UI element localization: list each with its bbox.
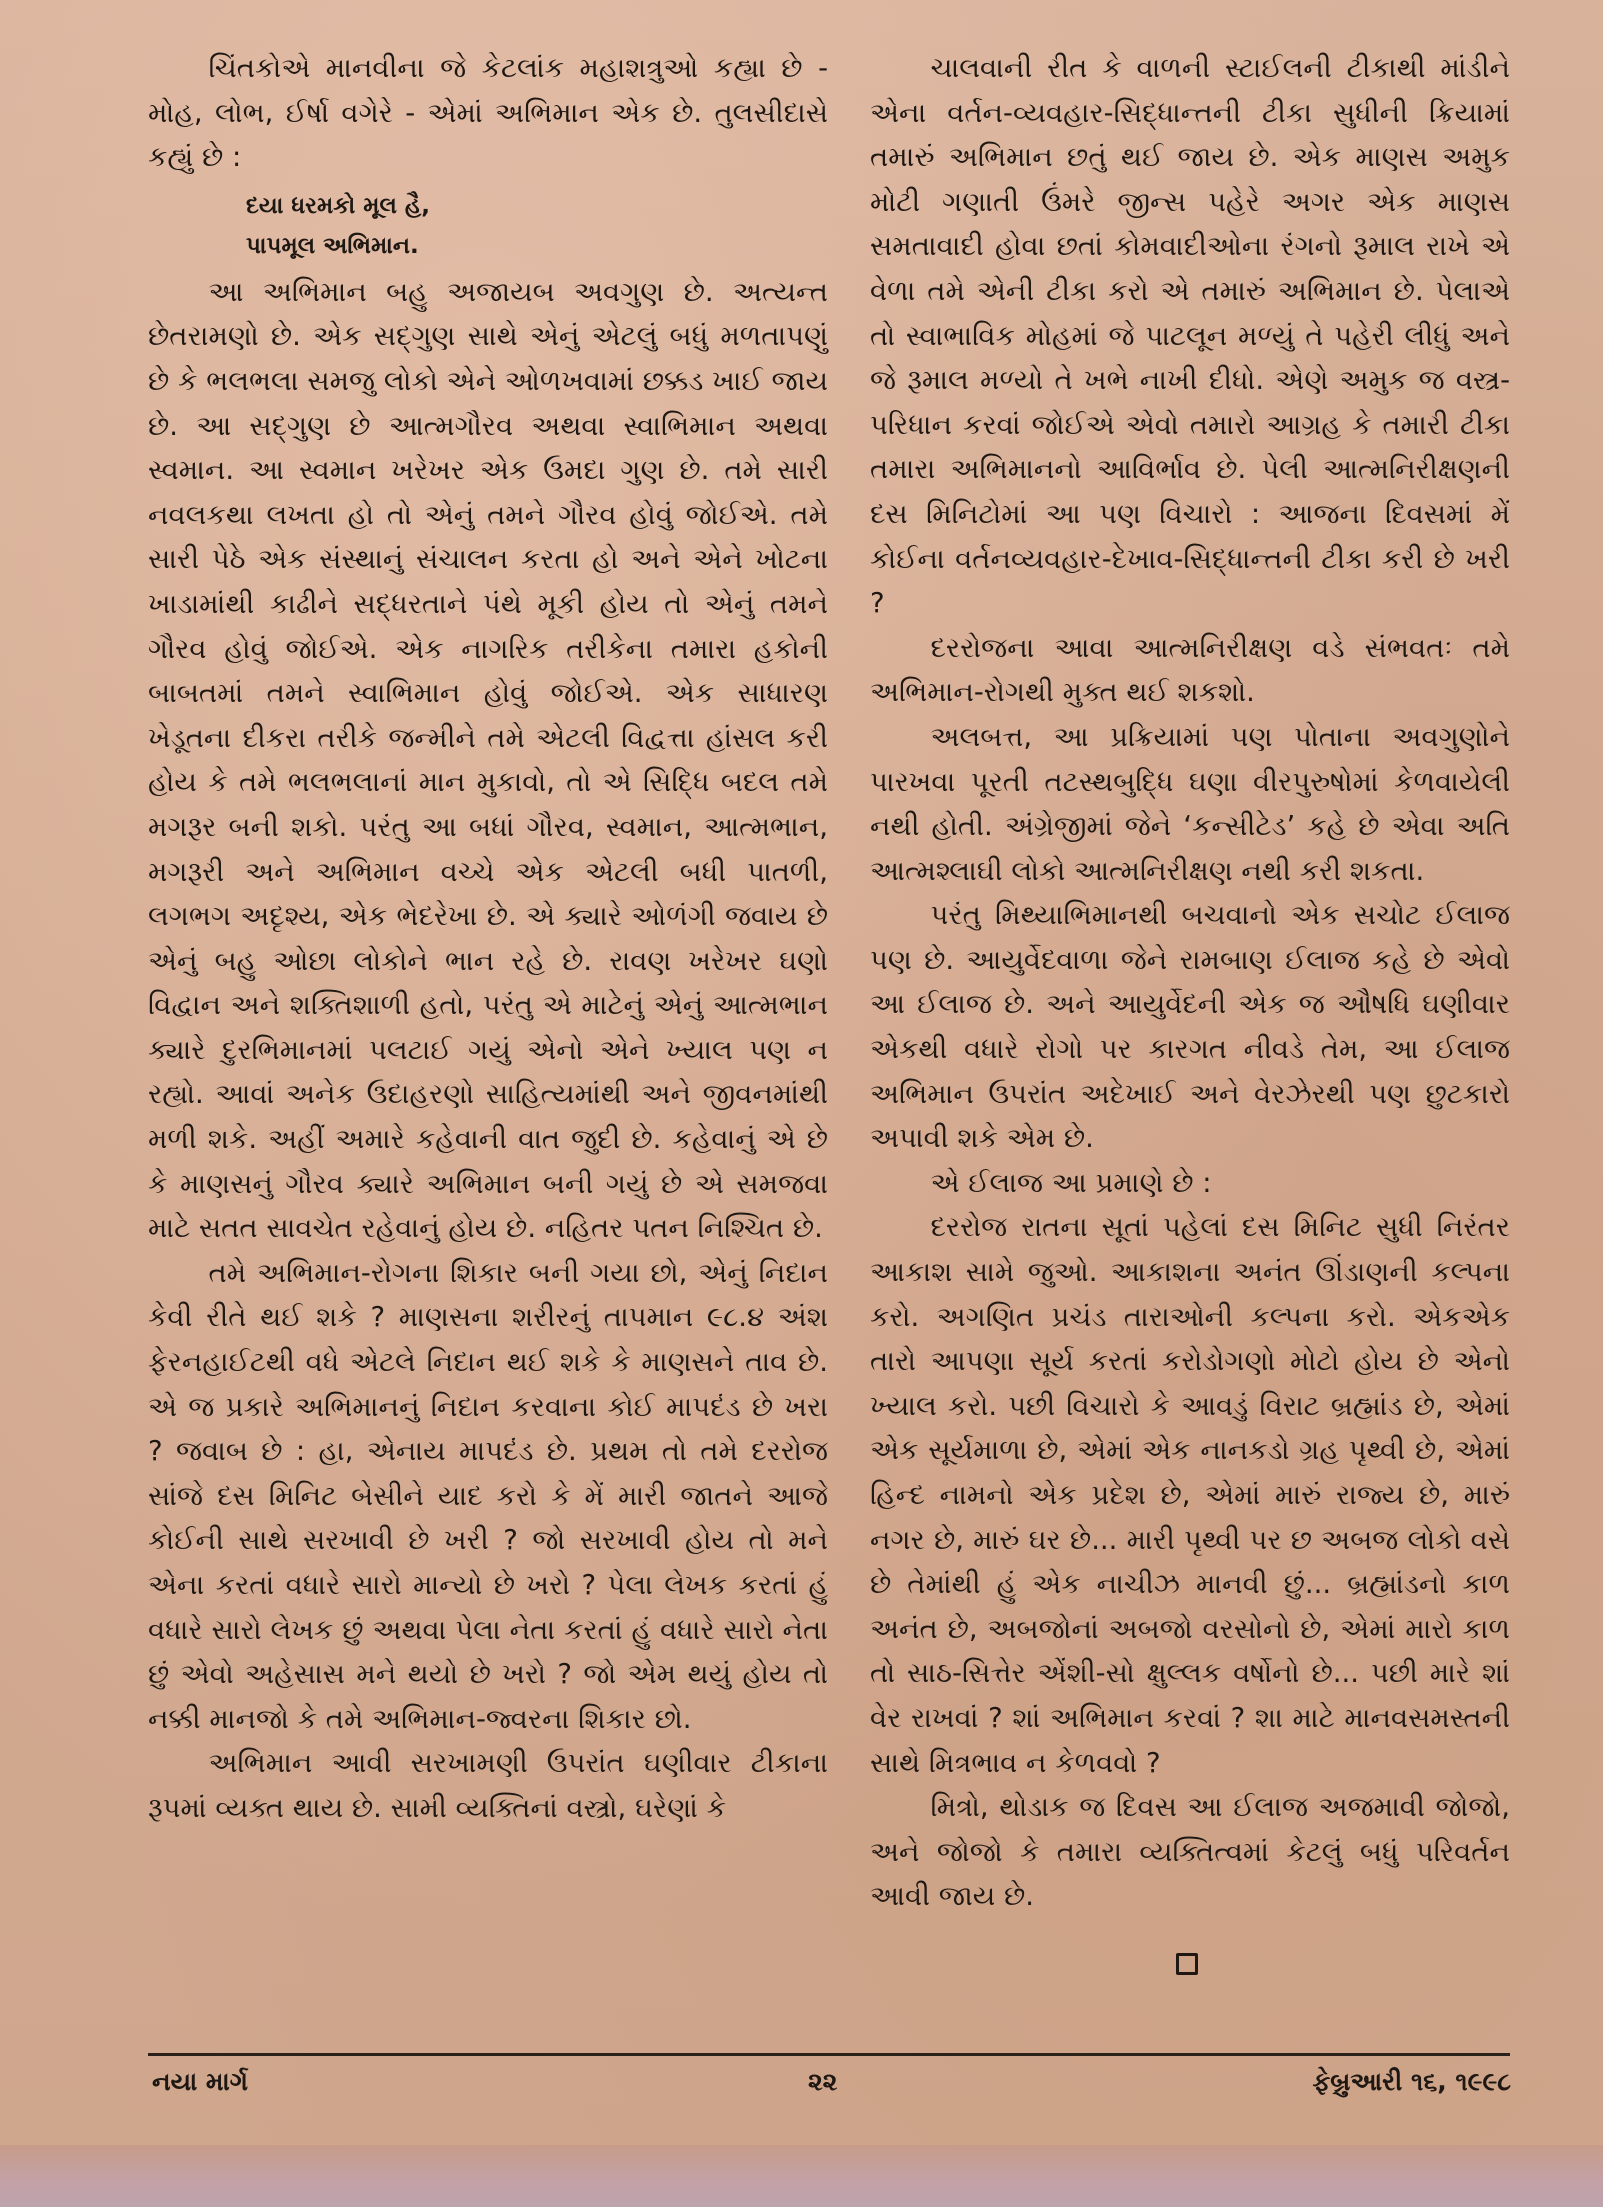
verse-line: દયા ધરમકો મૂલ હૈ, bbox=[246, 192, 430, 219]
paragraph: પરંતુ મિથ્યાભિમાનથી બચવાનો એક સચોટ ઈલાજ પણ છે. આયુર્વેદવાળા જેને રામબાણ ઈલાજ કહે છે એવો આ ઈલાજ છે. અને આયુર્વેદની એક જ ઔષધિ ઘણીવાર એકથી વધારે રોગો પર કારગત નીવડે તેમ, આ ઈલાજ અભિમાન ઉપરાંત અદેખાઈ અને વેરઝેરથી પણ છુટકારો અપાવી શકે એમ છે. bbox=[870, 899, 1510, 1155]
footer-date: ફેબ્રુઆરી ૧૬, ૧૯૯૮ bbox=[1312, 2067, 1511, 2096]
paragraph: ચાલવાની રીત કે વાળની સ્ટાઈલની ટીકાથી માંડીને એના વર્તન-વ્યવહાર-સિદ્ધાન્તની ટીકા સુધીની ક્રિયામાં તમારું અભિમાન છતું થઈ જાય છે. એક માણસ અમુક મોટી ગણાતી ઉંમરે જીન્સ પહેરે અગર એક માણસ સમતાવાદી હોવા છતાં કોમવાદીઓના રંગનો રૂમાલ રાખે એ વેળા તમે એની ટીકા કરો એ તમારું અભિમાન છે. પેલાએ તો સ્વાભાવિક મોહમાં જે પાટલૂન મળ્યું તે પહેરી લીધું અને જે રૂમાલ મળ્યો તે ખભે નાખી દીધો. એણે અમુક જ વસ્ત્ર-પરિધાન કરવાં જોઈએ એવો તમારો આગ્રહ કે તમારી ટીકા તમારા અભિમાનનો આવિર્ભાવ છે. પેલી આત્મનિરીક્ષણની દસ મિનિટોમાં આ પણ વિચારો : આજના દિવસમાં મેં કોઈના વર્તનવ્યવહાર-દેખાવ-સિદ્ધાન્તની ટીકા કરી છે ખરી ? bbox=[870, 52, 1510, 620]
end-of-article-square-icon bbox=[1176, 1953, 1198, 1975]
paragraph: અભિમાન આવી સરખામણી ઉપરાંત ઘણીવાર ટીકાના રૂપમાં વ્યક્ત થાય છે. સામી વ્યક્તિનાં વસ્ત્રો, ઘરેણાં કે bbox=[148, 1747, 828, 1824]
page-bottom-edge bbox=[0, 2145, 1603, 2207]
verse-line: પાપમૂલ અભિમાન. bbox=[246, 232, 419, 259]
paragraph: તમે અભિમાન-રોગના શિકાર બની ગયા છો, એનું નિદાન કેવી રીતે થઈ શકે ? માણસના શરીરનું તાપમાન ૯૮.૪ અંશ ફેરનહાઈટથી વધે એટલે નિદાન થઈ શકે કે માણસને તાવ છે. એ જ પ્રકારે અભિમાનનું નિદાન કરવાના કોઈ માપદંડ છે ખરા ? જવાબ છે : હા, એનાય માપદંડ છે. પ્રથમ તો તમે દરરોજ સાંજે દસ મિનિટ બેસીને યાદ કરો કે મેં મારી જાતને આજે કોઈની સાથે સરખાવી છે ખરી ? જો સરખાવી હોય તો મને એના કરતાં વધારે સારો માન્યો છે ખરો ? પેલા લેખક કરતાં હું વધારે સારો લેખક છું અથવા પેલા નેતા કરતાં હું વધારે સારો નેતા છું એવો અહેસાસ મને થયો છે ખરો ? જો એમ થયું હોય તો નક્કી માનજો કે તમે અભિમાન-જ્વરના શિકાર છો. bbox=[148, 1256, 828, 1735]
paragraph: દરરોજના આવા આત્મનિરીક્ષણ વડે સંભવતઃ તમે અભિમાન-રોગથી મુક્ત થઈ શકશો. bbox=[870, 631, 1510, 709]
footer-rule bbox=[148, 2053, 1510, 2056]
paragraph: અલબત્ત, આ પ્રક્રિયામાં પણ પોતાના અવગુણોને પારખવા પૂરતી તટસ્થબુદ્ધિ ઘણા વીરપુરુષોમાં કેળવાયેલી નથી હોતી. અંગ્રેજીમાં જેને ‘કન્સીટેડ’ કહે છે એવા અતિ આત્મશ્લાઘી લોકો આત્મનિરીક્ષણ નથી કરી શકતા. bbox=[870, 720, 1510, 887]
paragraph: એ ઈલાજ આ પ્રમાણે છે : bbox=[930, 1166, 1212, 1199]
right-column bbox=[870, 46, 1510, 1975]
footer-page-number: ૨૨ bbox=[808, 2067, 838, 2096]
verse-quote bbox=[246, 186, 828, 266]
paragraph: મિત્રો, થોડાક જ દિવસ આ ઈલાજ અજમાવી જોજો, અને જોજો કે તમારા વ્યક્તિત્વમાં કેટલું બધું પરિવર્તન આવી જાય છે. bbox=[870, 1791, 1510, 1913]
paragraph: દરરોજ રાતના સૂતાં પહેલાં દસ મિનિટ સુધી નિરંતર આકાશ સામે જુઓ. આકાશના અનંત ઊંડાણની કલ્પના કરો. અગણિત પ્રચંડ તારાઓની કલ્પના કરો. એકએક તારો આપણા સૂર્ય કરતાં કરોડોગણો મોટો હોય છે એનો ખ્યાલ કરો. પછી વિચારો કે આવડું વિરાટ બ્રહ્માંડ છે, એમાં એક સૂર્યમાળા છે, એમાં એક નાનકડો ગ્રહ પૃથ્વી છે, એમાં હિન્દ નામનો એક પ્રદેશ છે, એમાં મારું રાજ્ય છે, મારું નગર છે, મારું ઘર છે... મારી પૃથ્વી પર છ અબજ લોકો વસે છે તેમાંથી હું એક નાચીઝ માનવી છું... બ્રહ્માંડનો કાળ અનંત છે, અબજોનાં અબજો વરસોનો છે, એમાં મારો કાળ તો સાઠ-સિત્તેર એંશી-સો ક્ષુલ્લક વર્ષોનો છે... પછી મારે શાં વેર રાખવાં ? શાં અભિમાન કરવાં ? શા માટે માનવસમસ્તની સાથે મિત્રભાવ ન કેળવવો ? bbox=[870, 1211, 1510, 1779]
left-column bbox=[148, 46, 828, 1831]
paragraph: ચિંતકોએ માનવીના જે કેટલાંક મહાશત્રુઓ કહ્યા છે - મોહ, લોભ, ઈર્ષા વગેરે - એમાં અભિમાન એક છે. તુલસીદાસે કહ્યું છે : bbox=[148, 52, 828, 174]
paragraph: આ અભિમાન બહુ અજાયબ અવગુણ છે. અત્યન્ત છેતરામણો છે. એક સદ્ગુણ સાથે એનું એટલું બધું મળતાપણું છે કે ભલભલા સમજુ લોકો એને ઓળખવામાં છક્કડ ખાઈ જાય છે. આ સદ્ગુણ છે આત્મગૌરવ અથવા સ્વાભિમાન અથવા સ્વમાન. આ સ્વમાન ખરેખર એક ઉમદા ગુણ છે. તમે સારી નવલકથા લખતા હો તો એનું તમને ગૌરવ હોવું જોઈએ. તમે સારી પેઠે એક સંસ્થાનું સંચાલન કરતા હો અને એને ખોટના ખાડામાંથી કાઢીને સદ્ધરતાને પંથે મૂકી હોય તો એનું તમને ગૌરવ હોવું જોઈએ. એક નાગરિક તરીકેના તમારા હકોની બાબતમાં તમને સ્વાભિમાન હોવું જોઈએ. એક સાધારણ ખેડૂતના દીકરા તરીકે જન્મીને તમે એટલી વિદ્વત્તા હાંસલ કરી હોય કે તમે ભલભલાનાં માન મુકાવો, તો એ સિદ્ધિ બદલ તમે મગરૂર બની શકો. પરંતુ આ બધાં ગૌરવ, સ્વમાન, આત્મભાન, મગરૂરી અને અભિમાન વચ્ચે એક એટલી બધી પાતળી, લગભગ અદૃશ્ય, એક ભેદરેખા છે. એ ક્યારે ઓળંગી જવાય છે એનું બહુ ઓછા લોકોને ભાન રહે છે. રાવણ ખરેખર ઘણો વિદ્વાન અને શક્તિશાળી હતો, પરંતુ એ માટેનું એનું આત્મભાન ક્યારે દુરભિમાનમાં પલટાઈ ગયું એનો એને ખ્યાલ પણ ન રહ્યો. આવાં અનેક ઉદાહરણો સાહિત્યમાંથી અને જીવનમાંથી મળી શકે. અહીં અમારે કહેવાની વાત જુદી છે. કહેવાનું એ છે કે માણસનું ગૌરવ ક્યારે અભિમાન બની ગયું છે એ સમજવા માટે સતત સાવચેત રહેવાનું હોય છે. નહિતર પતન નિશ્ચિત છે. bbox=[148, 275, 828, 1245]
footer-publication-name: નયા માર્ગ bbox=[152, 2067, 248, 2096]
